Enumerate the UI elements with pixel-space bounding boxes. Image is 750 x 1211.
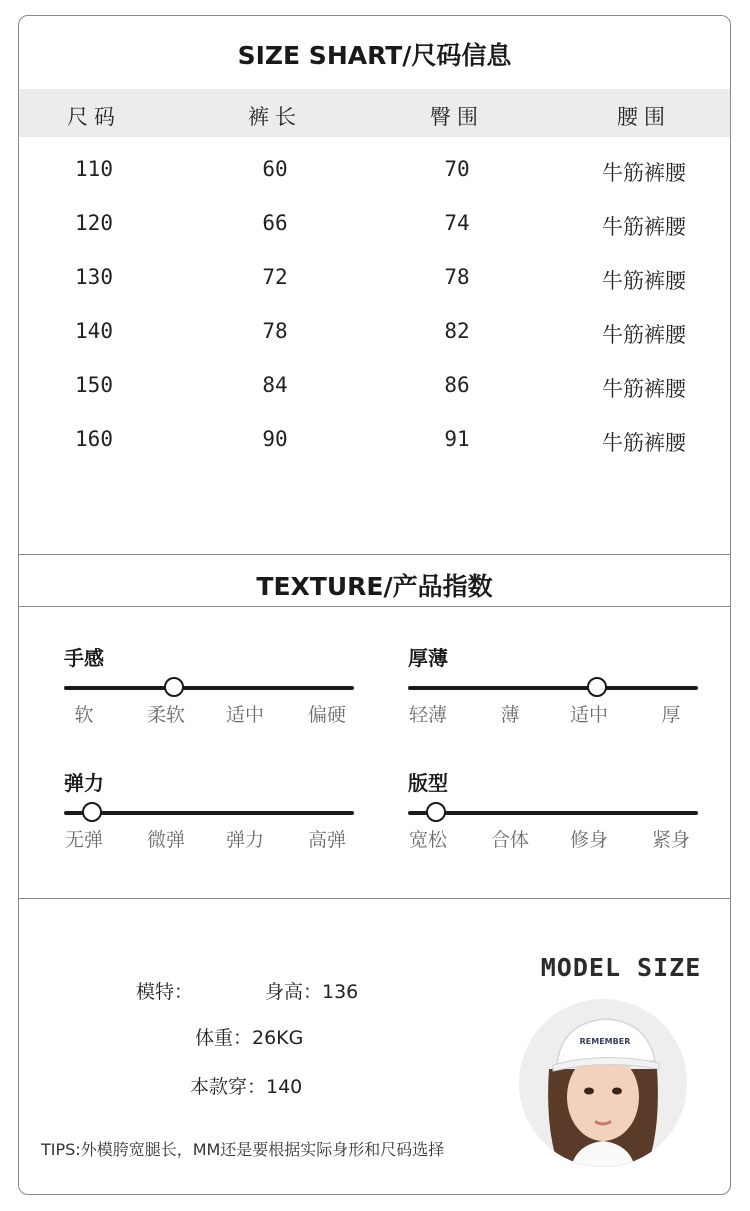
scale-tick: 薄	[500, 704, 520, 726]
product-info-card	[18, 15, 731, 1195]
cap-lettering: REMEMBER	[579, 1037, 631, 1046]
scale-track	[64, 686, 354, 690]
scale-tick: 弹力	[225, 829, 265, 851]
hip-cell: 91	[444, 427, 470, 451]
header-length: 裤长	[248, 105, 302, 129]
texture-title: TEXTURE/产品指数	[256, 572, 493, 601]
length-cell: 66	[262, 211, 288, 235]
scale-indicator	[82, 802, 102, 822]
table-row	[19, 153, 730, 193]
scale-tick: 厚	[661, 704, 681, 726]
scale-indicator	[426, 802, 446, 822]
divider	[19, 554, 730, 555]
attribute-title: 弹力	[64, 771, 104, 795]
scale-track	[64, 811, 354, 815]
length-cell: 90	[262, 427, 288, 451]
scale-tick: 无弹	[64, 829, 104, 851]
table-row	[19, 369, 730, 409]
header-waist: 腰围	[617, 105, 671, 129]
attribute-title: 手感	[64, 646, 104, 670]
size-cell: 150	[75, 373, 113, 397]
attribute-fit	[408, 767, 698, 857]
attribute-elasticity	[64, 767, 354, 857]
hip-cell: 78	[444, 265, 470, 289]
divider	[19, 606, 730, 607]
tips-text: TIPS:外模胯宽腿长，MM还是要根据实际身形和尺码选择	[41, 1140, 445, 1159]
table-row	[19, 261, 730, 301]
hip-cell: 86	[444, 373, 470, 397]
model-wears-size: 本款穿：140	[190, 1076, 303, 1098]
scale-tick: 修身	[569, 829, 609, 851]
scale-tick: 紧身	[651, 829, 691, 851]
waist-cell: 牛筋裤腰	[602, 431, 686, 455]
model-label: 模特：	[136, 981, 194, 1003]
size-chart-title: SIZE SHART/尺码信息	[237, 41, 512, 70]
scale-tick: 高弹	[307, 829, 347, 851]
length-cell: 84	[262, 373, 288, 397]
scale-indicator	[164, 677, 184, 697]
scale-tick: 偏硬	[307, 704, 347, 726]
model-avatar	[519, 999, 687, 1167]
scale-tick: 微弹	[146, 829, 186, 851]
length-cell: 78	[262, 319, 288, 343]
size-cell: 110	[75, 157, 113, 181]
scale-track	[408, 811, 698, 815]
header-size: 尺码	[67, 105, 121, 129]
model-height: 身高：136	[265, 981, 359, 1003]
scale-indicator	[587, 677, 607, 697]
scale-tick: 适中	[569, 704, 609, 726]
waist-cell: 牛筋裤腰	[602, 215, 686, 239]
model-photo-icon	[519, 999, 687, 1167]
scale-tick: 柔软	[146, 704, 186, 726]
scale-tick: 适中	[225, 704, 265, 726]
size-cell: 160	[75, 427, 113, 451]
scale-tick: 轻薄	[408, 704, 448, 726]
scale-tick: 软	[74, 704, 94, 726]
waist-cell: 牛筋裤腰	[602, 161, 686, 185]
model-weight: 体重：26KG	[195, 1027, 304, 1049]
attribute-title: 版型	[408, 771, 448, 795]
length-cell: 72	[262, 265, 288, 289]
divider	[19, 898, 730, 899]
hip-cell: 82	[444, 319, 470, 343]
header-hip: 臀围	[430, 105, 484, 129]
attribute-title: 厚薄	[408, 646, 448, 670]
scale-tick: 宽松	[408, 829, 448, 851]
attribute-hand-feel	[64, 642, 354, 732]
waist-cell: 牛筋裤腰	[602, 269, 686, 293]
length-cell: 60	[262, 157, 288, 181]
waist-cell: 牛筋裤腰	[602, 377, 686, 401]
table-row	[19, 423, 730, 463]
waist-cell: 牛筋裤腰	[602, 323, 686, 347]
hip-cell: 74	[444, 211, 470, 235]
table-row	[19, 315, 730, 355]
attribute-thickness	[408, 642, 698, 732]
size-table-header	[19, 89, 730, 137]
hip-cell: 70	[444, 157, 470, 181]
table-row	[19, 207, 730, 247]
size-cell: 130	[75, 265, 113, 289]
scale-track	[408, 686, 698, 690]
model-size-title: MODEL SIZE	[540, 953, 702, 982]
size-cell: 140	[75, 319, 113, 343]
scale-tick: 合体	[490, 829, 530, 851]
size-cell: 120	[75, 211, 113, 235]
